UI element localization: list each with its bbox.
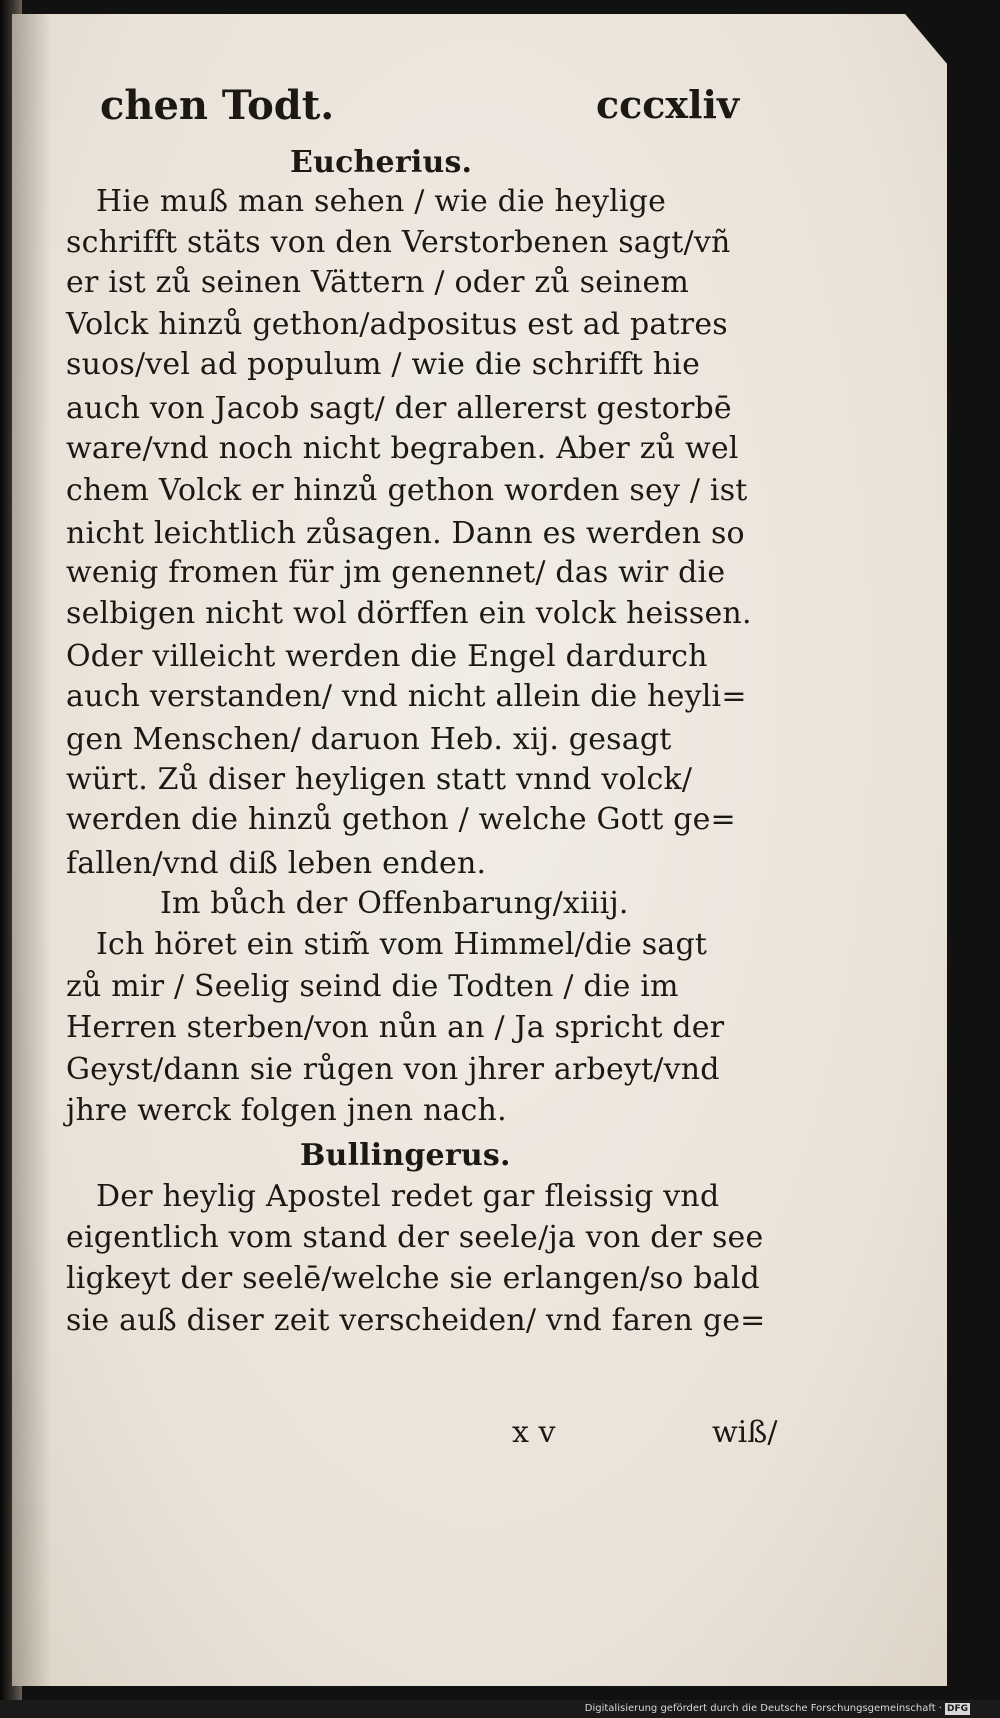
text-line: fallen/vnd diß leben enden.	[66, 846, 487, 881]
digitization-credit	[585, 1701, 970, 1717]
credit-text: Digitalisierung gefördert durch die Deutsche Forschungsgemeinschaft ·	[584, 1703, 942, 1714]
text-line: Geyst/dann sie růgen von jhrer arbeyt/vnd	[66, 1052, 720, 1087]
catchword: wiß/	[712, 1415, 778, 1450]
text-line: wenig fromen für jm genennet/ das wir die	[66, 555, 726, 590]
text-line: er ist zů seinen Vättern / oder zů seinem	[66, 265, 690, 300]
text-line: chem Volck er hinzů gethon worden sey / ist	[66, 473, 748, 508]
text-line: selbigen nicht wol dörffen ein volck heissen.	[66, 596, 752, 631]
text-line: nicht leichtlich zůsagen. Dann es werden so	[66, 516, 745, 551]
text-line: suos/vel ad populum / wie die schrifft hie	[66, 347, 701, 382]
section-heading: Bullingerus.	[300, 1138, 511, 1173]
text-line: Oder villeicht werden die Engel dardurch	[66, 639, 708, 674]
running-head: chen Todt.	[100, 82, 335, 129]
dfg-logo: DFG	[946, 1704, 968, 1714]
text-line: schrifft stäts von den Verstorbenen sagt/vñ	[66, 225, 731, 260]
text-line: auch von Jacob sagt/ der allererst gestorbē	[66, 391, 732, 426]
text-line: Hie muß man sehen / wie die heylige	[96, 184, 667, 219]
text-line: Herren sterben/von nůn an / Ja spricht der	[66, 1010, 725, 1045]
text-line: gen Menschen/ daruon Heb. xij. gesagt	[66, 722, 672, 757]
text-line: jhre werck folgen jnen nach.	[66, 1093, 507, 1128]
text-line: sie auß diser zeit verscheiden/ vnd faren ge=	[66, 1303, 766, 1338]
text-line: Ich höret ein stim̃ vom Himmel/die sagt	[96, 927, 708, 962]
text-line: zů mir / Seelig seind die Todten / die im	[66, 969, 679, 1004]
signature-mark: x v	[512, 1415, 556, 1450]
citation-heading: Im bůch der Offenbarung/xiiij.	[160, 886, 629, 921]
text-line: werden die hinzů gethon / welche Gott ge=	[66, 802, 736, 837]
text-line: ware/vnd noch nicht begraben. Aber zů wel	[66, 431, 739, 466]
text-line: auch verstanden/ vnd nicht allein die heyli=	[66, 679, 747, 714]
text-line: ligkeyt der seelē/welche sie erlangen/so bald	[66, 1261, 760, 1296]
text-line: würt. Zů diser heyligen statt vnnd volck/	[66, 762, 693, 797]
text-line: Der heylig Apostel redet gar fleissig vnd	[96, 1179, 720, 1214]
text-line: eigentlich vom stand der seele/ja von der see	[66, 1220, 764, 1255]
section-heading: Eucherius.	[290, 145, 473, 180]
text-line: Volck hinzů gethon/adpositus est ad patres	[66, 307, 728, 342]
folio-number: cccxliv	[596, 82, 740, 127]
